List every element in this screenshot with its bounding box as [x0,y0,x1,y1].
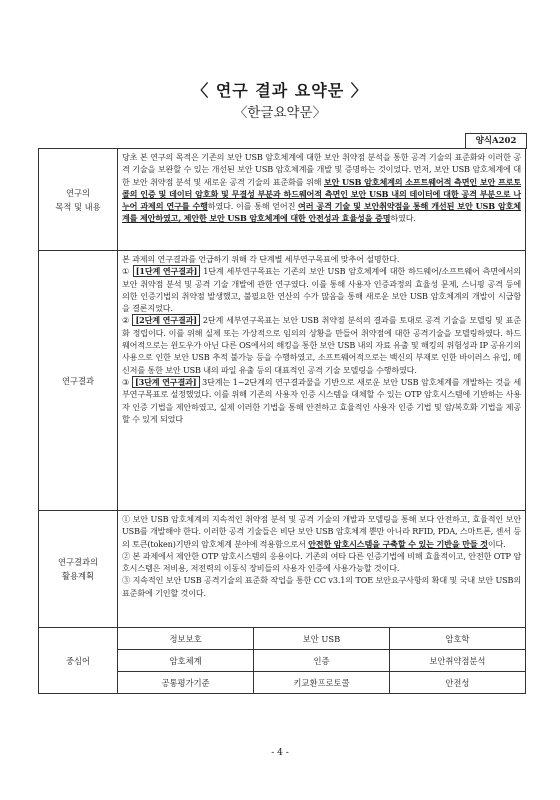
row-keywords [39,628,526,694]
purpose-text-2: 하였다. 이를 통해 얻어진 [207,201,299,212]
stage-2-number: ② [122,315,130,326]
row-results [39,251,526,511]
page-number: - 4 - [271,748,289,758]
keyword: 안전성 [389,672,525,694]
keyword: 인증 [254,650,390,672]
document-subtitle: 〈한글요약문〉 [233,105,327,121]
keyword: 암호체계 [118,650,254,672]
label-keywords: 중심어 [39,628,118,694]
label-purpose-line1: 연구의 [65,187,91,198]
plan-item-2: ② 본 과제에서 제안한 OTP 암호시스템의 응용이다. 기존의 여타 다른 인증기법에 비해 효율적이고, 안전한 OTP 암호시스템은 저비용, 저전력의 이동식 장비들의 사용자 인증에 사용가능할 것이다. [122,550,521,574]
keywords-content [118,628,526,694]
stage-3-number: ③ [122,376,130,387]
stage-1-tag: [1단계 연구결과] [133,265,201,277]
plan-content [118,511,526,628]
summary-table [38,148,526,694]
label-purpose-line2: 목적 및 내용 [55,201,101,212]
results-stage-2 [122,314,521,375]
keyword: 공통평가기준 [118,672,254,694]
results-stage-3 [122,376,521,425]
results-content [118,251,526,511]
form-code: 양식A202 [465,133,527,149]
keyword: 보안 USB [254,628,390,650]
keyword: 암호학 [389,628,525,650]
label-purpose [39,149,118,251]
row-plan [39,511,526,628]
purpose-content [118,149,526,251]
plan-item-1-text: ① 보안 USB 암호체계의 지속적인 취약점 분석 및 공격 기술의 개발과 모델링을 통해 보다 안전하고, 효율적인 보안 USB를 개발해야 한다. 이러한 공격 기술들은 비단 보안 USB 암호체계 뿐만 아니라 RFID, PDA, 스마트폰, 센서 등의 토큰(token)기반의 암호체계 분야에 적용함으로서 [122,514,521,549]
stage-3-tag: [3단계 연구결과] [132,376,200,388]
purpose-text-1: 당초 본 연구의 목적은 기존의 보안 USB 암호체계에 대한 보안 취약점 분석을 통한 공격 기술의 표준화와 이러한 공격 기술을 보완할 수 있는 개선된 보안 USB 암호체계를 개발 및 증명하는 것이었다. 먼저, 보안 USB 암호체계에 대한 보안 취약점 분석 및 새로운 공격 기술의 표준화를 위해 [122,152,521,187]
plan-item-3: ③ 지속적인 보안 USB 공격기술의 표준화 작업을 통한 CC v3.1의 TOE 보안요구사항의 확대 및 국내 보안 USB의 표준화에 기인할 것이다. [122,575,521,598]
label-plan-line2: 활용계획 [61,571,95,581]
results-intro: 본 과제의 연구결과를 언급하기 위해 각 단계별 세부연구목표에 맞추어 설명한다. [122,254,400,264]
results-stage-1 [122,265,521,314]
stage-1-text: 1단계 세부연구목표는 기존의 보안 USB 암호체계에 대한 하드웨어/소프트웨어 측면에서의 보안 취약점 분석 및 공격 기술 개발에 관한 연구였다. 이를 통해 사용자 인증과정의 효율성 문제, 스니핑 공격 등에 의한 인증기법의 취약점 발생했고, 불필요한 연산의 수가 많음을 통해 새로운 보안 USB 암호체계의 개발이 시급함을 결론지었다. [122,266,521,314]
keyword: 정보보호 [169,633,202,644]
row-purpose [39,149,526,251]
label-plan-line1: 연구결과의 [57,557,99,567]
plan-item-1-end: 이다. [487,538,506,549]
purpose-text-3: 하였다. [390,213,416,224]
keyword: 보안취약점분석 [389,650,525,672]
label-results: 연구결과 [39,251,118,511]
label-plan [39,511,118,628]
purpose-highlight-2: 여러 공격 기술 및 보안취약점을 통해 개선된 보안 USB 암호체계를 제안하였고, 제안한 보안 USB 암호체계에 대한 안전성과 효율성을 증명 [122,201,521,224]
keyword: 키교환프로토콜 [254,672,390,694]
plan-item-1 [122,513,521,550]
stage-3-text: 3단계는 1~2단계의 연구결과물을 기반으로 새로운 보안 USB 암호체계를 개발하는 것을 세부연구목표로 설정했었다. 이를 위해 기존의 사용자 인증 시스템을 대체할 수 있는 OTP 암호시스템에 기반하는 사용자 인증 기법을 제안하였고, 실제 이러한 기법을 통해 안전하고 효율적인 사용자 인증 기법 및 암/복호화 기법을 제공할 수 있게 되었다 [122,376,521,424]
stage-2-text: 2단계 세부연구목표는 보안 USB 취약점 분석의 결과를 토대로 공격 기술을 모델링 및 표준화 정립이다. 이를 위해 실제 또는 가상적으로 임의의 상황을 만들어 취약점에 대한 공격기술을 모델링하였다. 하드웨어적으로는 윈도우가 아닌 다른 OS에서의 해킹을 통한 보안 USB 내의 자료 유출 및 해킹의 위험성과 IP 공유기의 사용으로 인한 보안 USB 추적 불가능 등을 수행하였고, 소프트웨어적으로는 백신의 부재로 인한 바이러스 유입, 메신저를 통한 보안 USB 내의 파일 유출 등의 대표적인 공격 기술 모델링을 수행하였다. [122,315,521,375]
plan-item-1-highlight: 안전한 암호시스템을 구축할 수 있는 기반을 만들 것 [308,538,488,549]
purpose-highlight-1: 보안 USB 암호체계의 소프트웨어적 측면인 보안 프로토콜의 인증 및 데이터 암호화 및 무결성 부분과 하드웨어적 측면인 보안 USB 내의 데이터에 대한 공격 부분으로 나누어 과제의 연구를 수행 [122,176,522,212]
keywords-grid [118,628,525,693]
document-title: 〈 연구 결과 요약문 〉 [192,81,368,100]
stage-2-tag: [2단계 연구결과] [132,314,200,326]
stage-1-number: ① [122,266,130,277]
